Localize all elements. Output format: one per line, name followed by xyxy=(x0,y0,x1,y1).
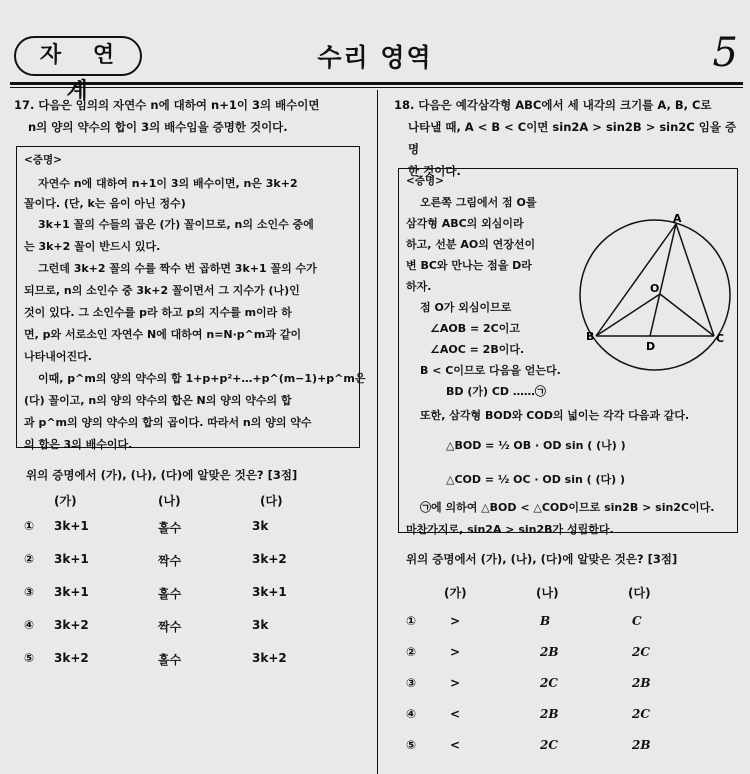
segment-ab xyxy=(596,224,676,336)
q18-col-header: (나) xyxy=(536,586,559,600)
q18-proof-line: △BOD = ½ OB · OD sin ( (나) ) xyxy=(446,439,626,452)
option-number: ⑤ xyxy=(24,651,35,665)
option-number: ② xyxy=(406,645,417,659)
option-number: ③ xyxy=(24,585,35,599)
option-number: ⑤ xyxy=(406,738,417,752)
option-number: ① xyxy=(24,519,35,533)
q17-number: 17. xyxy=(14,98,35,112)
option-number: ④ xyxy=(24,618,35,632)
option-da: 2C xyxy=(632,645,650,659)
q17-proof-label: <증명> xyxy=(24,154,62,166)
option-na: 짝수 xyxy=(158,620,182,634)
option-ga: > xyxy=(450,676,461,690)
label-a: A xyxy=(673,212,682,225)
q17-proof-line: 의 합은 3의 배수이다. xyxy=(24,437,133,451)
q18-proof-line: 변 BC와 만나는 점을 D라 xyxy=(406,259,532,272)
section-label: 자 연 계 xyxy=(14,36,142,76)
option-ga: 3k+1 xyxy=(54,552,89,566)
q17-question: 위의 증명에서 (가), (나), (다)에 알맞은 것은? [3점] xyxy=(26,468,298,482)
option-da: 3k+2 xyxy=(252,552,287,566)
q17-proof xyxy=(24,148,366,456)
q18-stem-line1: 다음은 예각삼각형 ABC에서 세 내각의 크기를 A, B, C로 xyxy=(418,98,712,112)
q18-col-header: (가) xyxy=(444,586,467,600)
option-da: 3k xyxy=(252,519,269,533)
q17-proof-line: 면, p와 서로소인 자연수 N에 대하여 n=N·p^m과 같이 xyxy=(24,327,302,341)
q18-proof-line: △COD = ½ OC · OD sin ( (다) ) xyxy=(446,473,626,486)
q18-proof-line: BD (가) CD ……㉠ xyxy=(446,385,546,398)
q17-proof-line: 3k+1 꼴의 수들의 곱은 (가) 꼴이므로, n의 소인수 중에 xyxy=(38,217,314,231)
q17-proof-line: 는 3k+2 꼴이 반드시 있다. xyxy=(24,239,161,253)
q18-option[interactable] xyxy=(406,707,726,731)
segment-oc xyxy=(660,294,714,336)
option-na: B xyxy=(540,614,551,628)
segment-ob xyxy=(596,294,660,336)
option-number: ④ xyxy=(406,707,417,721)
q18-option[interactable] xyxy=(406,645,726,669)
q18-proof-line: ∠AOB = 2C이고 xyxy=(430,322,520,335)
q18-circle-diagram xyxy=(570,210,740,380)
q18-number: 18. xyxy=(394,98,415,112)
option-na: 짝수 xyxy=(158,554,182,568)
page-number: 5 xyxy=(712,30,738,76)
option-na: 2C xyxy=(540,738,558,752)
option-ga: 3k+2 xyxy=(54,651,89,665)
q17-option[interactable] xyxy=(24,585,364,609)
q18-proof-line: 마찬가지로, sin2A > sin2B가 성립한다. xyxy=(406,523,614,536)
q17-proof-line: 꼴이다. (단, k는 음이 아닌 정수) xyxy=(24,196,186,210)
q17-col-header: (가) xyxy=(54,494,77,508)
option-da: 3k+2 xyxy=(252,651,287,665)
q17-proof-line: 자연수 n에 대하여 n+1이 3의 배수이면, n은 3k+2 xyxy=(38,176,298,190)
q18-proof-line: 하고, 선분 AO의 연장선이 xyxy=(406,238,536,251)
option-na: 홀수 xyxy=(158,587,182,601)
q17-proof-line: 이때, p^m의 양의 약수의 합 1+p+p²+…+p^(m−1)+p^m은 xyxy=(38,371,366,385)
option-na: 홀수 xyxy=(158,521,182,535)
q17-proof-line: 되므로, n의 소인수 중 3k+2 꼴이면서 그 지수가 (나)인 xyxy=(24,283,300,297)
q17-option[interactable] xyxy=(24,618,364,642)
q17-proof-line: 나타내어진다. xyxy=(24,349,92,363)
q17-col-header: (다) xyxy=(260,494,283,508)
option-da: 3k+1 xyxy=(252,585,287,599)
page-title: 수리 영역 xyxy=(317,43,433,72)
q18-option[interactable] xyxy=(406,738,726,762)
q17-proof-line: 것이 있다. 그 소인수를 p라 하고 p의 지수를 m이라 하 xyxy=(24,305,292,319)
q17-stem-line2: n의 양의 약수의 합이 3의 배수임을 증명한 것이다. xyxy=(28,120,288,134)
option-ga: 3k+2 xyxy=(54,618,89,632)
label-d: D xyxy=(646,340,656,353)
option-ga: > xyxy=(450,614,461,628)
q18-proof-line: ㉠에 의하여 △BOD < △COD이므로 sin2B > sin2C이다. xyxy=(420,501,715,514)
q17-option[interactable] xyxy=(24,651,364,675)
option-na: 홀수 xyxy=(158,653,182,667)
option-da: 2B xyxy=(632,738,651,752)
q18-option[interactable] xyxy=(406,614,726,638)
label-b: B xyxy=(586,330,595,343)
q18-option[interactable] xyxy=(406,676,726,700)
option-na: 2B xyxy=(540,707,559,721)
q17-stem xyxy=(14,94,370,138)
q18-question: 위의 증명에서 (가), (나), (다)에 알맞은 것은? [3점] xyxy=(406,552,678,566)
column-divider xyxy=(377,90,378,774)
q18-stem-line2: 나타낼 때, A < B < C이면 sin2A > sin2B > sin2C 임을 증명 xyxy=(408,120,737,156)
q18-proof-line: B < C이므로 다음을 얻는다. xyxy=(420,364,561,377)
q17-stem-line1: 다음은 임의의 자연수 n에 대하여 n+1이 3의 배수이면 xyxy=(38,98,320,112)
q18-proof-line: ∠AOC = 2B이다. xyxy=(430,343,525,356)
q18-proof-line: 오른쪽 그림에서 점 O를 xyxy=(420,196,537,209)
q18-proof-label: <증명> xyxy=(406,175,444,187)
q18-col-header: (다) xyxy=(628,586,651,600)
option-number: ③ xyxy=(406,676,417,690)
option-na: 2C xyxy=(540,676,558,690)
option-da: C xyxy=(632,614,642,628)
header-rule-thin xyxy=(10,87,743,88)
option-da: 2C xyxy=(632,707,650,721)
option-number: ① xyxy=(406,614,417,628)
q17-option[interactable] xyxy=(24,519,364,543)
segment-ad xyxy=(650,224,676,336)
label-c: C xyxy=(716,332,725,345)
q17-col-header: (나) xyxy=(158,494,181,508)
q17-proof-line: 그런데 3k+2 꼴의 수를 짝수 번 곱하면 3k+1 꼴의 수가 xyxy=(38,261,317,275)
q17-option[interactable] xyxy=(24,552,364,576)
option-number: ② xyxy=(24,552,35,566)
q18-stem-line3: 한 것이다. xyxy=(408,164,461,178)
option-da: 2B xyxy=(632,676,651,690)
option-da: 3k xyxy=(252,618,269,632)
option-ga: 3k+1 xyxy=(54,585,89,599)
q17-proof-line: (다) 꼴이고, n의 양의 약수의 합은 N의 양의 약수의 합 xyxy=(24,393,292,407)
segment-ac xyxy=(676,224,714,336)
label-o: O xyxy=(650,282,660,295)
q18-proof-line: 삼각형 ABC의 외심이라 xyxy=(406,217,524,230)
option-ga: > xyxy=(450,645,461,659)
option-ga: < xyxy=(450,707,461,721)
option-na: 2B xyxy=(540,645,559,659)
q17-proof-line: 과 p^m의 양의 약수의 합의 곱이다. 따라서 n의 양의 약수 xyxy=(24,415,312,429)
q18-proof-line: 점 O가 외심이므로 xyxy=(420,301,512,314)
option-ga: < xyxy=(450,738,461,752)
header-rule xyxy=(10,82,743,85)
q18-proof-line: 또한, 삼각형 BOD와 COD의 넓이는 각각 다음과 같다. xyxy=(420,409,690,422)
q18-proof-line: 하자. xyxy=(406,280,432,293)
option-ga: 3k+1 xyxy=(54,519,89,533)
